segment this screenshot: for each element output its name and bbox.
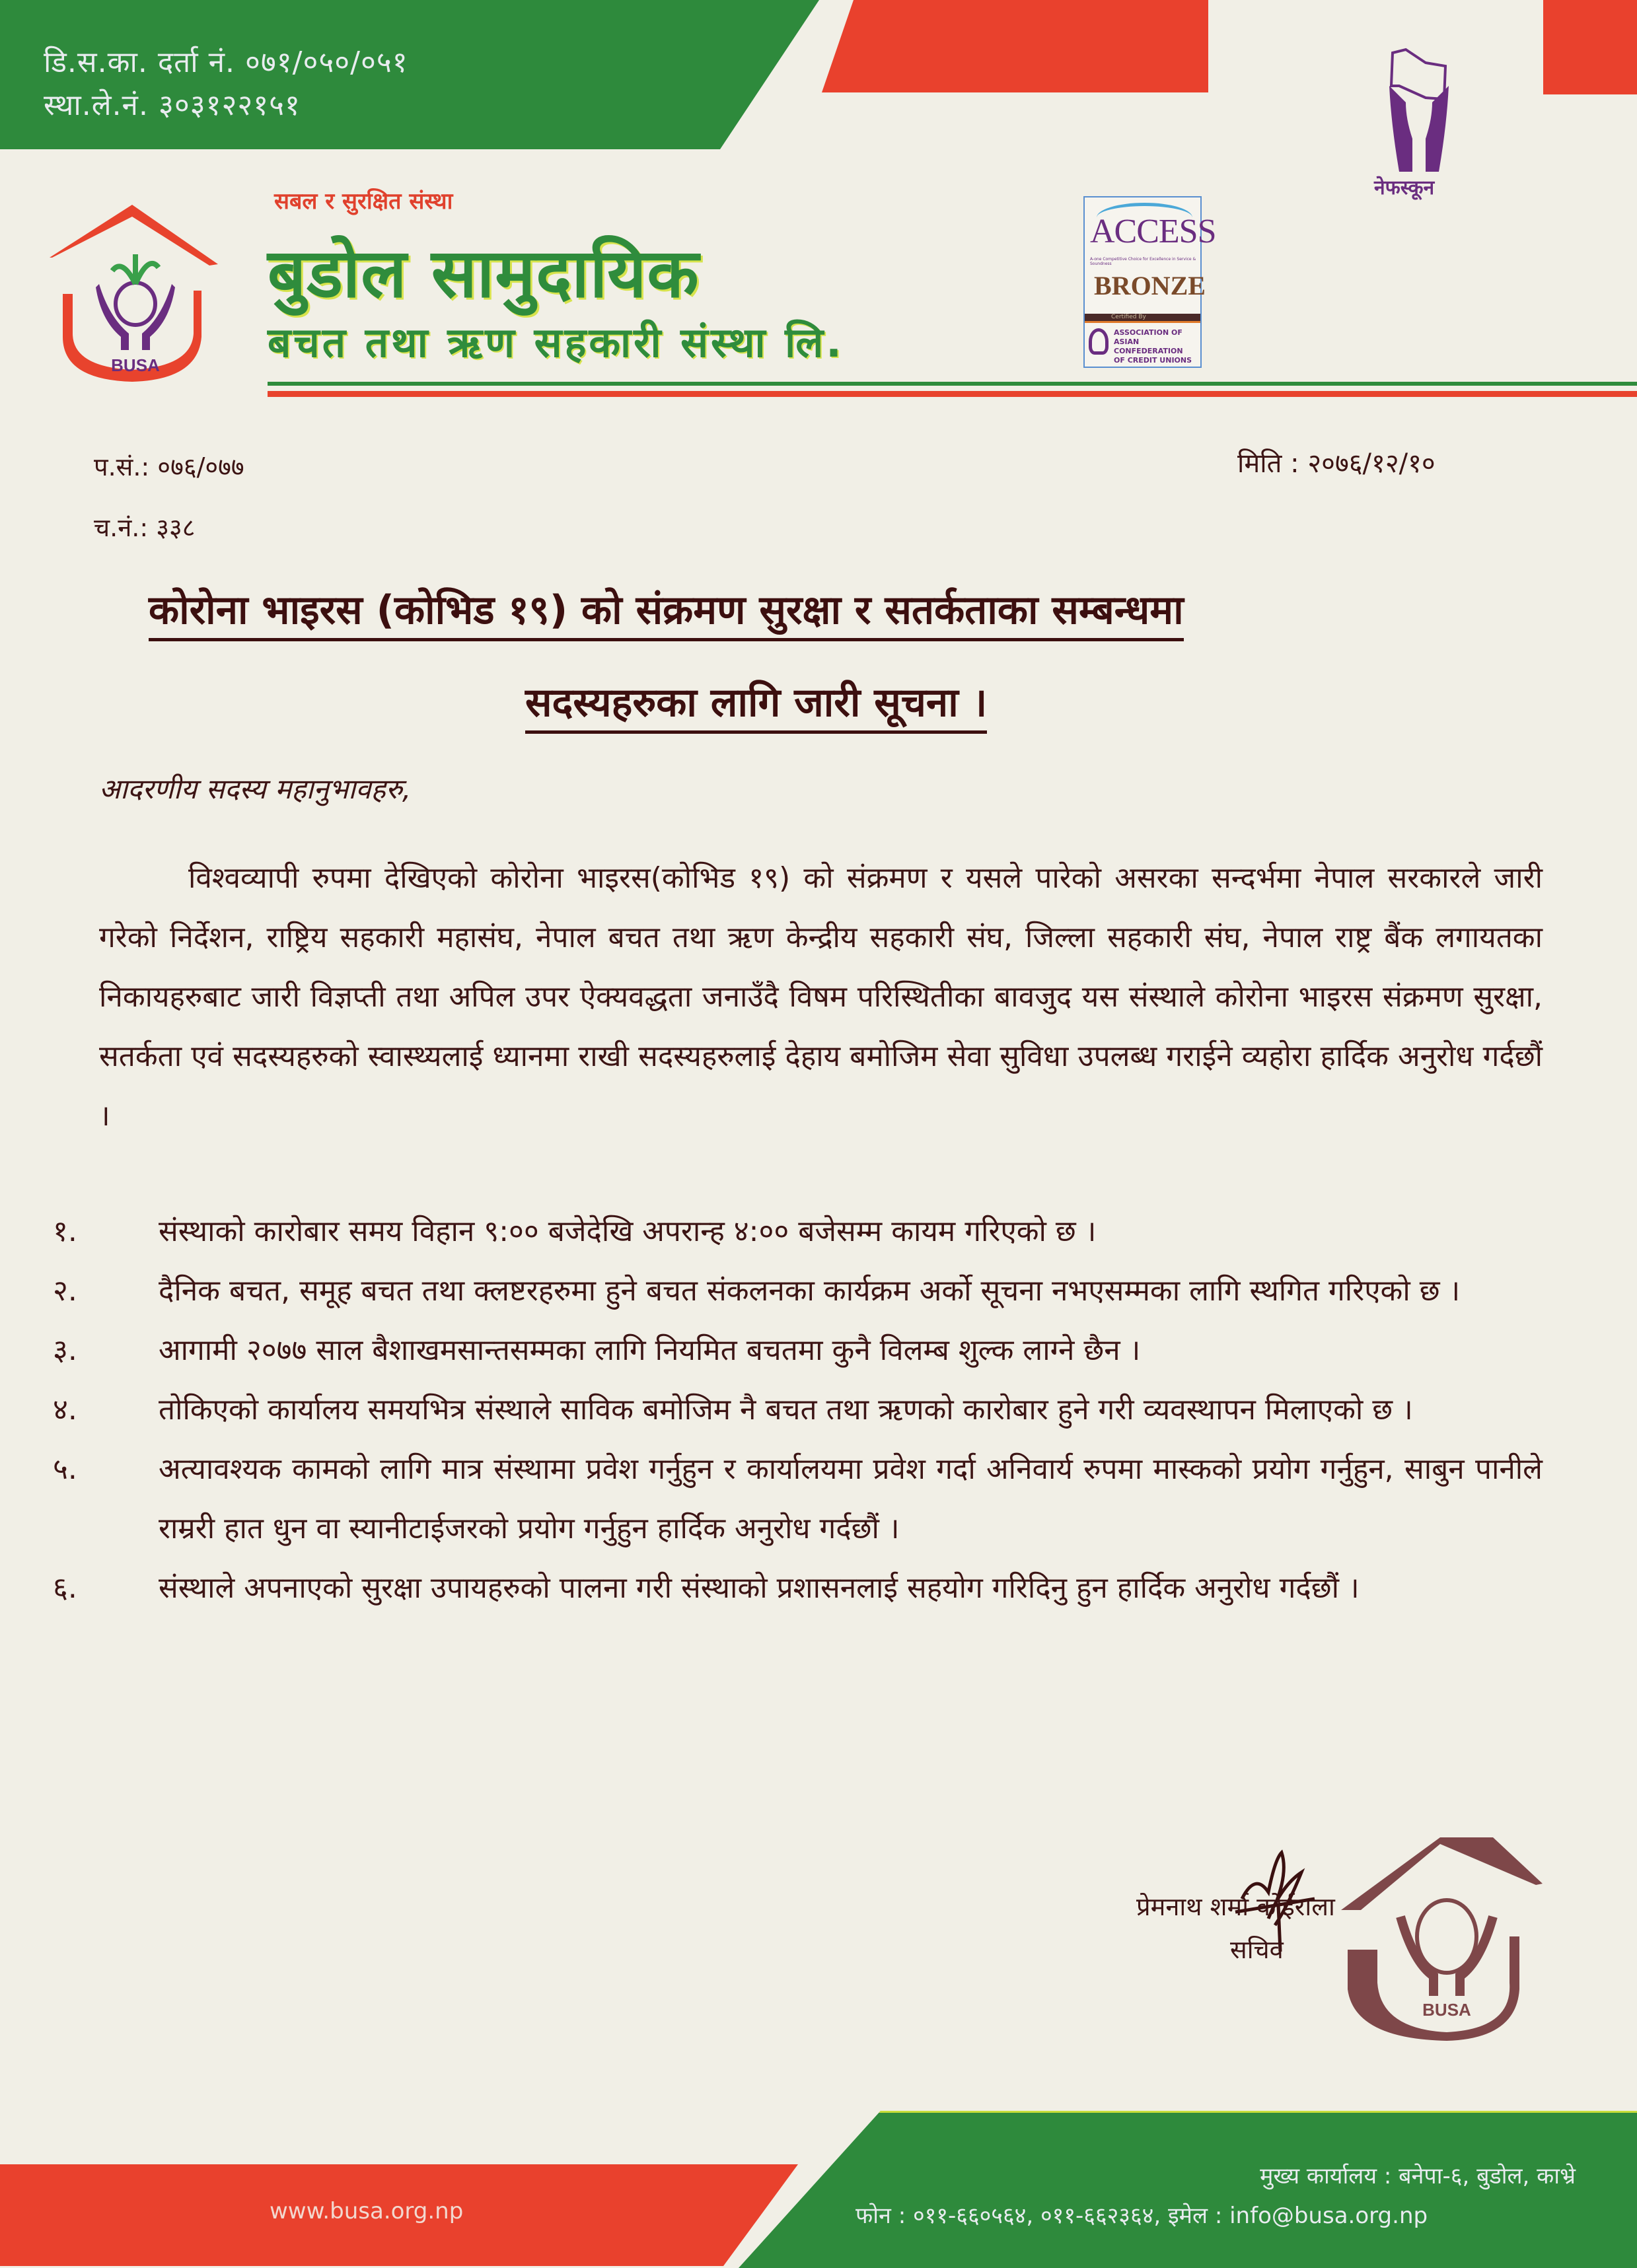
salutation: आदरणीय सदस्य महानुभावहरु, [99,773,412,805]
item-number: ४. [53,1393,77,1427]
office-address: मुख्य कार्यालय : बनेपा-६, बुडोल, काभ्रे [1260,2163,1576,2189]
contact-info: फोन : ०११-६६०५६४, ०११-६६२३६४, इमेल : info@busa.org.np [855,2203,1428,2229]
header-divider-green [268,382,1637,386]
item-text: अत्यावश्यक कामको लागि मात्र संस्थामा प्रवेश गर्नुहुन र कार्यालयमा प्रवेश गर्दा अनिवार्य रुपमा मास्कको प्रयोग गर्नुहुन, साबुन पानीले राम्ररी हात धुन वा स्यानीटाईजरको प्रयोग गर्नुहुन हार्दिक अनुरोध गर्दछौं । [159,1452,1543,1545]
item-text: तोकिएको कार्यालय समयभित्र संस्थाले साविक बमोजिम नै बचत तथा ऋणको कारोबार हुने गरी व्यवस्थापन मिलाएको छ । [159,1393,1413,1427]
item-text: दैनिक बचत, समूह बचत तथा क्लष्टरहरुमा हुने बचत संकलनका कार्यक्रम अर्को सूचना नभएसम्मका लागि स्थगित गरिएको छ । [159,1274,1461,1308]
certified-by-bar: Certified By [1085,314,1200,323]
svg-text:BUSA: BUSA [111,355,160,375]
association-name: ASSOCIATION OF ASIAN CONFEDERATION OF CREDIT UNIONS [1114,328,1192,365]
access-level: BRONZE [1094,271,1206,301]
list-item [53,1261,1543,1321]
access-tagline: A-one Competitive Choice for Excellence in Service & Soundness [1090,257,1196,266]
item-text: संस्थाको कारोबार समय विहान ९:०० बजेदेखि अपरान्ह ४:०० बजेसम्म कायम गरिएको छ । [159,1215,1097,1248]
org-name: बुडोल सामुदायिक [268,234,700,313]
nefscun-label: नेफस्कून [1374,176,1435,199]
list-item [53,1321,1543,1380]
nefscun-hands-icon [1386,46,1452,178]
access-title: ACCESS [1090,213,1216,250]
letter-number: प.सं.: ०७६/०७७ [94,452,244,481]
item-number: ६. [53,1571,77,1605]
item-text: संस्थाले अपनाएको सुरक्षा उपायहरुको पालना गरी संस्थाको प्रशासनलाई सहयोग गरिदिनु हुन हार्दिक अनुरोध गर्दछौं । [159,1571,1360,1605]
notice-title-line-2: सदस्यहरुका लागि जारी सूचना । [525,674,987,734]
access-bronze-badge [1083,196,1216,368]
notice-items-list [53,1202,1543,1618]
list-item [53,1380,1543,1440]
body-paragraph: विश्वव्यापी रुपमा देखिएको कोरोना भाइरस(कोभिड १९) को संक्रमण र यसले पारेको असरका सन्दर्भमा नेपाल सरकारले जारी गरेको निर्देशन, राष्ट्रिय सहकारी महासंघ, नेपाल बचत तथा ऋण केन्द्रीय सहकारी संघ, जिल्ला सहकारी संघ, नेपाल राष्ट्र बैंक लगायतका निकायहरुबाट जारी विज्ञप्ती तथा अपिल उपर ऐक्यवद्धता जनाउँदै विषम परिस्थितीका बावजुद यस संस्थाले कोरोना भाइरस संक्रमण सुरक्षा, सतर्कता एवं सदस्यहरुको स्वास्थ्यलाई ध्यानमा राखी सदस्यहरुलाई देहाय बमोजिम सेवा सुविधा उपलब्ध गराईने व्यहोरा हार्दिक अनुरोध गर्दछौं । [99,861,1543,1133]
header-divider-red [268,391,1637,397]
letter-date: मिति : २०७६/१२/१० [1237,448,1436,479]
notice-title-line-1: कोरोना भाइरस (कोभिड १९) को संक्रमण सुरक्षा र सतर्कताका सम्बन्धमा [149,581,1184,641]
signatory-designation: सचिव [1230,1935,1284,1964]
svg-text:BUSA: BUSA [1422,2000,1471,2020]
signatory-name: प्रेमनाथ शर्मा कोईराला [1136,1892,1335,1921]
item-number: १. [53,1215,77,1248]
header-red-band [822,0,1208,92]
item-text: आगामी २०७७ साल बैशाखमसान्तसम्मका लागि नियमित बचतमा कुनै विलम्ब शुल्क लाग्ने छैन । [159,1333,1141,1367]
website-link[interactable]: www.busa.org.np [270,2198,464,2224]
list-item [53,1202,1543,1261]
registration-number: डि.स.का. दर्ता नं. ०७१/०५०/०५१ [44,46,408,79]
list-item [53,1559,1543,1618]
dispatch-number: च.नं.: ३३८ [94,513,196,542]
busa-logo-icon [36,192,228,383]
list-item [53,1440,1543,1559]
pan-number: स्था.ले.नं. ३०३१२२१५१ [44,89,301,122]
busa-stamp-icon [1341,1837,1559,2042]
org-tagline: सबल र सुरक्षित संस्था [274,188,453,215]
item-number: ३. [53,1333,77,1367]
item-number: ५. [53,1452,77,1486]
accu-seal-icon [1089,328,1109,355]
org-subtitle: बचत तथा ऋण सहकारी संस्था लि. [268,318,844,367]
header-red-band-right [1543,0,1637,94]
item-number: २. [53,1274,77,1308]
